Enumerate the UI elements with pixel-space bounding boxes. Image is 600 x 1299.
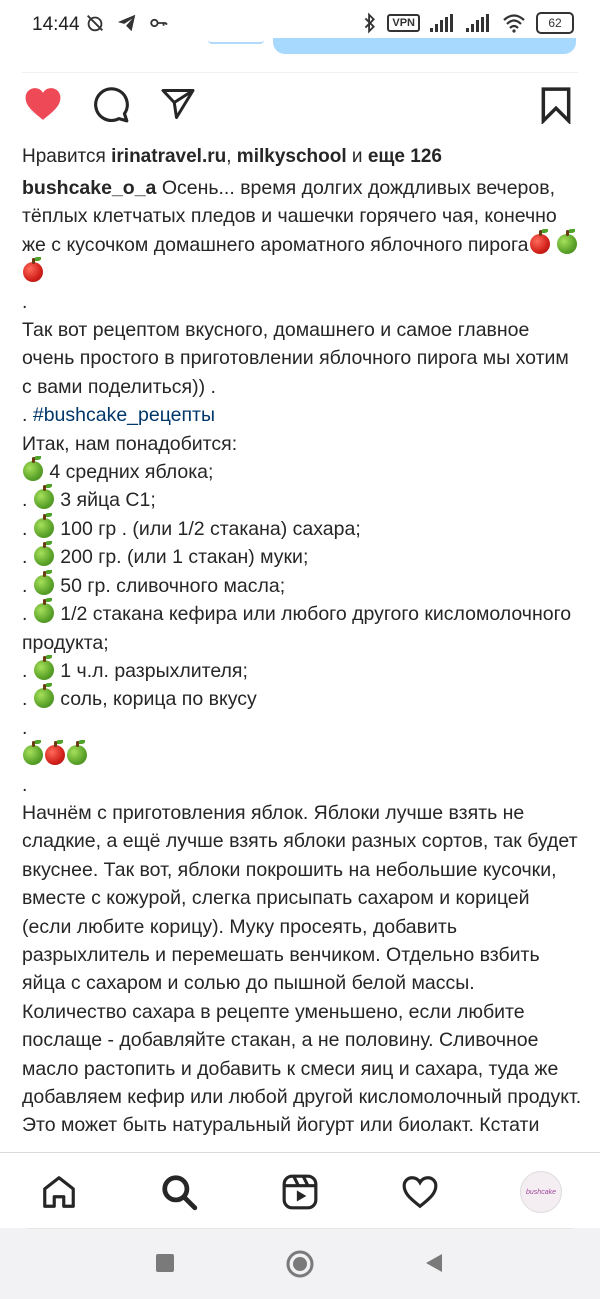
home-icon[interactable] bbox=[40, 1173, 78, 1211]
liker-2[interactable]: milkyschool bbox=[236, 146, 347, 167]
avatar-label: bushcake bbox=[526, 1188, 556, 1196]
muted-alarm-icon bbox=[84, 12, 106, 34]
signal-icon-1 bbox=[430, 14, 456, 32]
likes-prefix: Нравится bbox=[22, 146, 106, 167]
wifi-icon bbox=[502, 13, 526, 33]
divider bbox=[28, 1228, 572, 1229]
ingredient-5: 50 гр. сливочного масла; bbox=[60, 574, 286, 597]
likes-summary[interactable] bbox=[22, 144, 442, 170]
green-apple-emoji bbox=[34, 546, 54, 566]
system-navigation bbox=[0, 1228, 600, 1299]
signal-icon-2 bbox=[466, 14, 492, 32]
caption-dot: . bbox=[22, 773, 28, 796]
green-apple-emoji bbox=[34, 518, 54, 538]
search-icon[interactable] bbox=[160, 1173, 198, 1211]
green-apple-emoji bbox=[34, 660, 54, 680]
caption-dot: . bbox=[22, 290, 28, 313]
liker-1[interactable]: irinatravel.ru bbox=[111, 146, 227, 167]
green-apple-emoji bbox=[34, 688, 54, 708]
post-actions bbox=[0, 86, 600, 134]
green-apple-emoji bbox=[67, 745, 87, 765]
red-apple-emoji bbox=[23, 262, 43, 282]
partial-link[interactable] bbox=[208, 38, 264, 44]
ingredient-prefix: . bbox=[22, 574, 28, 597]
green-apple-emoji bbox=[23, 745, 43, 765]
ingredient-7: 1 ч.л. разрыхлителя; bbox=[60, 659, 248, 682]
ingredient-prefix: . bbox=[22, 603, 28, 626]
red-apple-emoji bbox=[530, 234, 550, 254]
partial-button[interactable] bbox=[273, 38, 576, 54]
green-apple-emoji bbox=[23, 461, 43, 481]
likes-and: и bbox=[351, 146, 363, 167]
caption-username[interactable]: bushcake_o_a bbox=[22, 177, 157, 199]
ingredient-prefix: . bbox=[22, 546, 28, 569]
ingredient-2: 3 яйца С1; bbox=[60, 489, 156, 512]
previous-post-partial bbox=[0, 38, 600, 58]
comment-icon[interactable] bbox=[92, 86, 130, 124]
caption-dot: . bbox=[22, 716, 28, 739]
caption-body: Начнём с приготовления яблок. Яблоки лучше взять не сладкие, а ещё лучше взять яблоки разных сортов, так будет вкуснее. Так вот, яблоки покрошить на небольшие кусочки, вместе с кожурой, слегка присыпать сахаром и корицей (если любите корицу). Муку просеять, добавить разрыхлитель и перемешать венчиком. Отдельно взбить яйца с сахаром и солью до пышной белой массы. Количество сахара в рецепте уменьшено, если любите послаще - добавляйте стакан, а не половину. Сливочное масло растопить и добавить к смеси яиц и сахара, туда же добавляем кефир или любой другой кисломолочный продукт. Это может быть натуральный йогурт или биолакт. Кстати bbox=[22, 801, 582, 1137]
bottom-navigation bbox=[0, 1152, 600, 1229]
home-circle-icon[interactable] bbox=[286, 1250, 314, 1278]
likes-more[interactable]: еще 126 bbox=[367, 146, 442, 167]
caption-intro: Осень... время долгих дождливых вечеров, тёплых клетчатых пледов и чашечки горячего чая, конечно же с кусочком домашнего ароматного яблочного пирога bbox=[22, 177, 557, 256]
battery-indicator: 62 bbox=[536, 12, 574, 34]
status-notification-icons bbox=[84, 12, 170, 34]
share-icon[interactable] bbox=[160, 86, 196, 122]
ingredient-4: 200 гр. (или 1 стакан) муки; bbox=[60, 546, 309, 569]
like-filled-icon[interactable] bbox=[24, 86, 62, 122]
ingredient-3: 100 гр . (или 1/2 стакана) сахара; bbox=[60, 517, 361, 540]
ingredient-8: соль, корица по вкусу bbox=[60, 688, 257, 711]
ingredient-prefix: . bbox=[22, 489, 28, 512]
bookmark-icon[interactable] bbox=[540, 86, 572, 124]
recents-square-icon[interactable] bbox=[156, 1254, 174, 1272]
caption-para2: Так вот рецептом вкусного, домашнего и самое главное очень простого в приготовлении яблочного пирога мы хотим с вами поделиться)) . bbox=[22, 319, 569, 398]
caption-need: Итак, нам понадобится: bbox=[22, 432, 238, 455]
ingredient-prefix: . bbox=[22, 659, 28, 682]
hashtag-prefix: . bbox=[22, 404, 33, 427]
reels-icon[interactable] bbox=[281, 1173, 319, 1211]
ingredient-prefix: . bbox=[22, 517, 28, 540]
divider bbox=[22, 72, 578, 73]
red-apple-emoji bbox=[45, 745, 65, 765]
green-apple-emoji bbox=[34, 489, 54, 509]
green-apple-emoji bbox=[34, 575, 54, 595]
telegram-icon bbox=[116, 12, 138, 34]
ingredient-1: 4 средних яблока; bbox=[49, 461, 214, 484]
green-apple-emoji bbox=[557, 234, 577, 254]
activity-heart-icon[interactable] bbox=[401, 1173, 439, 1211]
status-system-icons bbox=[363, 12, 574, 34]
likes-sep: , bbox=[226, 146, 232, 167]
hashtag-link[interactable]: #bushcake_рецепты bbox=[32, 404, 215, 427]
green-apple-emoji bbox=[34, 603, 54, 623]
back-triangle-icon[interactable] bbox=[424, 1253, 444, 1273]
vpn-badge: VPN bbox=[387, 14, 420, 32]
ingredient-prefix: . bbox=[22, 688, 28, 711]
post-caption bbox=[22, 174, 582, 1154]
ingredient-6: 1/2 стакана кефира или любого другого кисломолочного продукта; bbox=[22, 603, 572, 654]
bluetooth-icon bbox=[363, 12, 377, 34]
profile-avatar[interactable] bbox=[520, 1171, 562, 1213]
status-time: 14:44 bbox=[32, 14, 80, 35]
key-icon bbox=[148, 12, 170, 34]
